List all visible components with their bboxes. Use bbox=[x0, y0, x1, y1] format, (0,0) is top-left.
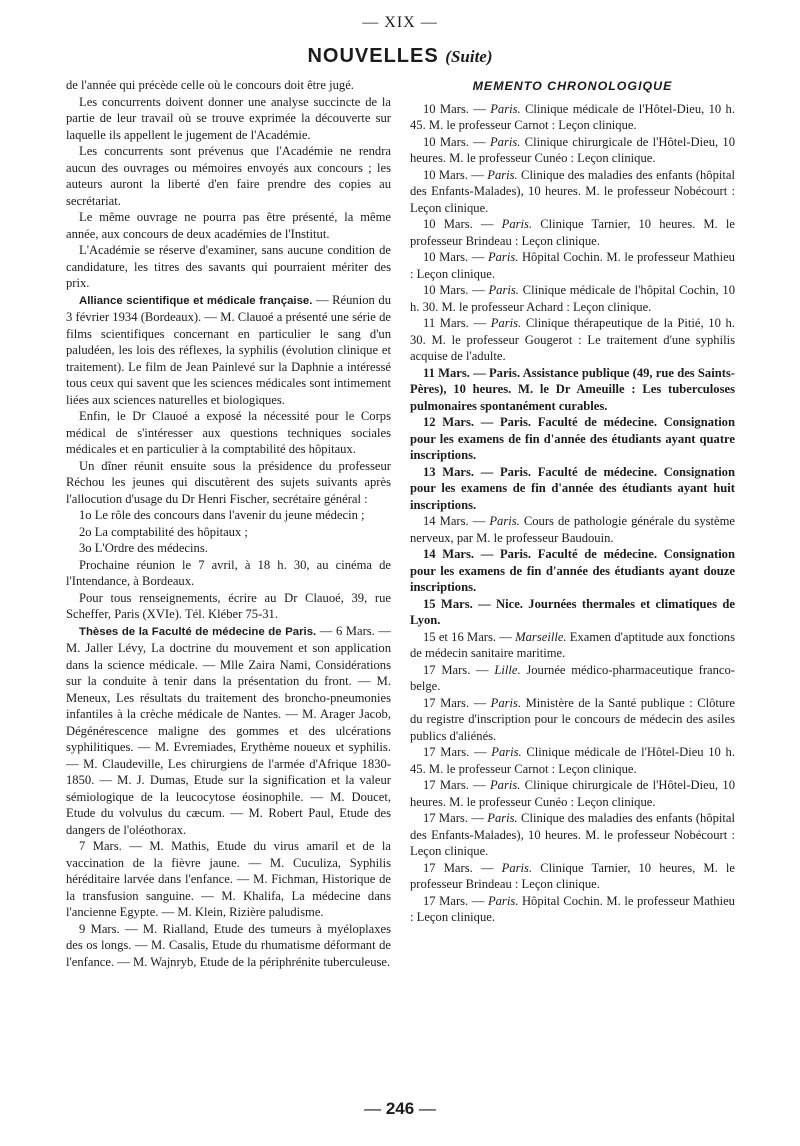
entry-city: Paris. bbox=[490, 316, 522, 330]
memento-list bbox=[410, 101, 735, 926]
memento-entry bbox=[410, 860, 735, 893]
left-column bbox=[66, 77, 391, 970]
memento-entry bbox=[410, 464, 735, 514]
entry-text: Faculté de médecine. Consignation pour les examens de fin d'année des étudiants ayant huit inscriptions. bbox=[410, 464, 735, 512]
entry-city: Nice. bbox=[496, 596, 523, 611]
paragraph: Prochaine réunion le 7 avril, à 18 h. 30, au cinéma de l'Intendance, à Bordeaux. bbox=[66, 557, 391, 588]
entry-date: 14 Mars. — bbox=[423, 547, 500, 561]
page-number: — 246 — bbox=[364, 1099, 436, 1118]
entry-date: 10 Mars. — bbox=[423, 134, 490, 149]
memento-entry bbox=[410, 893, 735, 926]
entry-date: 17 Mars. — bbox=[423, 811, 488, 825]
entry-city: Paris. bbox=[488, 283, 519, 297]
paragraph: Un dîner réunit ensuite sous la présidence du professeur Réchou les jeunes qui discutèrent des sujets suivants après l'allocution d'usage du Dr Henri Fischer, secrétaire général : bbox=[66, 458, 391, 506]
entry-date: 10 Mars. — bbox=[423, 167, 488, 182]
memento-entry bbox=[410, 513, 735, 546]
entry-city: Paris. bbox=[487, 893, 519, 908]
memento-entry bbox=[410, 662, 735, 695]
paragraph: 9 Mars. — M. Rialland, Etude des tumeurs à myéloplaxes des os longs. — M. Casalis, Etude du rhumatisme déformant de l'enfance. — M. Wajnryb, Etude de la périphrénite tuberculeuse. bbox=[66, 921, 391, 969]
entry-text: Clinique des maladies des enfants (hôpital des Enfants-Malades), 10 heures. M. le professeur Nobécourt : Leçon clinique. bbox=[410, 167, 735, 215]
paragraph: Le même ouvrage ne pourra pas être présenté, la même année, aux concours de deux académies de l'Institut. bbox=[66, 210, 391, 241]
entry-date: 10 Mars. — bbox=[423, 101, 491, 116]
list-item: 1o Le rôle des concours dans l'avenir du jeune médecin ; bbox=[79, 508, 365, 522]
memento-entry bbox=[410, 365, 735, 415]
entry-text: Clinique médicale de l'hôpital Cochin, 10 h. 30. M. le professeur Achard : Leçon clinique. bbox=[410, 283, 735, 314]
paragraph: Les concurrents sont prévenus que l'Académie ne rendra aucun des ouvrages ou mémoires envoyés aux concours ; les auteurs auront la liberté d'en faire prendre des copies au secrétariat. bbox=[66, 144, 391, 208]
memento-entry bbox=[410, 414, 735, 464]
alliance-paragraph bbox=[66, 292, 391, 409]
paragraph: Les concurrents doivent donner une analyse succincte de la partie de leur travail où se trouve exprimée la découverte sur laquelle ils appellent le jugement de l'Académie. bbox=[66, 94, 391, 142]
entry-date: 15 et 16 Mars. — bbox=[423, 629, 516, 644]
entry-text: Examen d'aptitude aux fonctions de médecin sanitaire maritime. bbox=[410, 629, 735, 660]
entry-city: Marseille. bbox=[515, 629, 567, 644]
entry-text: Clinique des maladies des enfants (hôpital des Enfants-Malades), 10 heures. M. le professeur Nobécourt : Leçon clinique. bbox=[410, 811, 735, 858]
memento-entry bbox=[410, 777, 735, 810]
memento-entry bbox=[410, 134, 735, 167]
memento-entry bbox=[410, 810, 735, 860]
paragraph: de l'année qui précède celle où le concours doit être jugé. bbox=[66, 78, 354, 92]
entry-date: 17 Mars. — bbox=[423, 893, 488, 908]
entry-text: Clinique médicale de l'Hôtel-Dieu, 10 h. 45. M. le professeur Carnot : Leçon clinique. bbox=[410, 101, 735, 132]
entry-text: Journées thermales et climatiques de Lyon. bbox=[410, 596, 735, 627]
memento-entry bbox=[410, 596, 735, 629]
theses-paragraph bbox=[66, 623, 391, 839]
entry-city: Paris. bbox=[490, 101, 521, 116]
page-number-value: 246 bbox=[385, 1099, 415, 1118]
entry-city: Paris. bbox=[499, 464, 532, 479]
entry-text: Faculté de médecine. Consignation pour les examens de fin d'année des étudiants ayant quatre inscriptions. bbox=[410, 415, 735, 462]
list-item: 3o L'Ordre des médecins. bbox=[79, 541, 208, 555]
entry-city: Paris. bbox=[490, 695, 522, 710]
memento-entry bbox=[410, 546, 735, 596]
memento-entry bbox=[410, 629, 735, 662]
memento-entry bbox=[410, 216, 735, 249]
memento-entry bbox=[410, 249, 735, 282]
entry-city: Lille. bbox=[494, 662, 521, 677]
entry-date: 17 Mars. — bbox=[423, 695, 491, 710]
paragraph: 7 Mars. — M. Mathis, Etude du virus amaril et de la vaccination de la fièvre jaune. — M. Cuculiza, Syphilis héréditaire larvée dans l'enfance. — M. Fichman, Historique de la transfusion sanguine. — M. Khalifa, La médecine dans l'ancienne Egypte. — M. Klein, Rizière paludisme. bbox=[66, 839, 391, 919]
entry-city: Paris. bbox=[499, 415, 532, 429]
entry-city: Paris. bbox=[487, 167, 518, 182]
entry-date: 17 Mars. — bbox=[423, 860, 502, 875]
entry-city: Paris. bbox=[501, 217, 533, 231]
entry-date: 17 Mars. — bbox=[423, 778, 490, 792]
list-item: 2o La comptabilité des hôpitaux ; bbox=[79, 524, 248, 539]
theses-text: — 6 Mars. — M. Jaller Lévy, La doctrine du mouvement et son application dans la science médicale. — Mlle Zaira Nami, Considérations sur la conduite à tenir dans la présentation du front. — M. Meneux, Les résultats du traitement des broncho-pneumonies infantiles à la crèche médicale de Nantes. — M. Arager Jacob, Dégénérescence maligne des gommes et des ulcérations syphilitiques. — M. Evremiades, Erythème noueux et syphilis. — M. Claudeville, Les chirurgiens de l'armée d'Afrique 1830-1850. — M. J. Dumas, Etude sur la signification et la valeur sémiologique de la leucocytose éosinophile. — M. Doucet, Etude du volvulus du cæcum. — M. Robert Paul, Etude des dangers de l'oléothorax. bbox=[66, 623, 391, 837]
entry-date: 11 Mars. — bbox=[423, 365, 489, 380]
entry-date: 14 Mars. — bbox=[423, 514, 490, 528]
memento-entry bbox=[410, 695, 735, 745]
roman-page-numeral: — XIX — bbox=[362, 14, 438, 31]
entry-city: Paris. bbox=[488, 365, 521, 380]
memento-entry bbox=[410, 744, 735, 777]
entry-text: Clinique Tarnier, 10 heures. M. le professeur Brindeau : Leçon clinique. bbox=[410, 217, 735, 248]
memento-heading: MEMENTO CHRONOLOGIQUE bbox=[472, 79, 673, 93]
entry-date: 17 Mars. — bbox=[423, 745, 492, 759]
entry-city: Paris. bbox=[491, 745, 522, 759]
entry-text: Hôpital Cochin. M. le professeur Mathieu : Leçon clinique. bbox=[410, 893, 735, 924]
paragraph: Pour tous renseignements, écrire au Dr Clauoé, 39, rue Scheffer, Paris (XVIe). Tél. Kléber 75-31. bbox=[66, 590, 391, 621]
entry-date: 11 Mars. — bbox=[423, 316, 491, 330]
entry-text: Clinique Tarnier, 10 heures, M. le professeur Brindeau : Leçon clinique. bbox=[410, 860, 735, 891]
entry-city: Paris. bbox=[489, 778, 521, 792]
section-title bbox=[0, 45, 800, 68]
topics-list bbox=[66, 507, 391, 557]
entry-text: Cours de pathologie générale du système nerveux, par M. le professeur Baudouin. bbox=[410, 514, 735, 545]
memento-entry bbox=[410, 282, 735, 315]
paragraph: L'Académie se réserve d'examiner, sans aucune condition de candidature, les titres des savants qui pourraient mériter des prix. bbox=[66, 243, 391, 290]
section-title-suite: (Suite) bbox=[445, 47, 493, 66]
entry-text: Assistance publique (49, rue des Saints-Pères), 10 heures. M. le Dr Ameuille : Les tuberculoses pulmonaires spontanément curables. bbox=[410, 365, 735, 413]
memento-entry bbox=[410, 167, 735, 217]
section-title-text: NOUVELLES bbox=[307, 45, 439, 67]
entry-text: Clinique médicale de l'Hôtel-Dieu 10 h. 45. M. le professeur Carnot : Leçon clinique. bbox=[410, 745, 735, 776]
entry-text: Faculté de médecine. Consignation pour les examens de fin d'année des étudiants ayant douze inscriptions. bbox=[410, 547, 735, 594]
entry-city: Paris. bbox=[499, 547, 532, 561]
entry-text: Journée médico-pharmaceutique franco-belge. bbox=[410, 662, 735, 693]
alliance-heading: Alliance scientifique et médicale française. bbox=[79, 294, 313, 307]
entry-city: Paris. bbox=[501, 860, 533, 875]
entry-date: 13 Mars. — bbox=[423, 464, 500, 479]
entry-text: Clinique thérapeutique de la Pitié, 10 h. 30. M. le professeur Gougerot : Le traitement d'une syphilis acquise de l'adulte. bbox=[410, 316, 735, 363]
entry-text: Clinique chirurgicale de l'Hôtel-Dieu, 10 heures. M. le professeur Cunéo : Leçon clinique. bbox=[410, 778, 735, 809]
paragraph: Enfin, le Dr Clauoé a exposé la nécessité pour le Corps médical de s'intéresser aux questions techniques sociales médicales et en particulier à la comptabilité des hôpitaux. bbox=[66, 409, 391, 456]
entry-text: Clinique chirurgicale de l'Hôtel-Dieu, 10 heures. M. le professeur Cunéo : Leçon clinique. bbox=[410, 134, 735, 165]
theses-heading: Thèses de la Faculté de médecine de Paris. bbox=[79, 625, 317, 638]
entry-date: 10 Mars. — bbox=[423, 217, 502, 231]
entry-city: Paris. bbox=[487, 250, 519, 264]
memento-entry bbox=[410, 315, 735, 365]
entry-text: Hôpital Cochin. M. le professeur Mathieu : Leçon clinique. bbox=[410, 250, 735, 281]
entry-date: 17 Mars. — bbox=[423, 662, 495, 677]
right-column bbox=[410, 77, 735, 926]
entry-city: Paris. bbox=[489, 134, 521, 149]
entry-date: 15 Mars. — bbox=[423, 596, 497, 611]
entry-date: 12 Mars. — bbox=[423, 415, 500, 429]
entry-text: Ministère de la Santé publique : Clôture du registre d'inscription pour le concours de médecin des asiles publics d'aliénés. bbox=[410, 695, 736, 743]
entry-city: Paris. bbox=[489, 514, 520, 528]
memento-entry bbox=[410, 101, 735, 134]
entry-date: 10 Mars. — bbox=[423, 250, 488, 264]
entry-date: 10 Mars. — bbox=[423, 283, 489, 297]
entry-city: Paris. bbox=[487, 811, 518, 825]
alliance-text: — Réunion du 3 février 1934 (Bordeaux). — M. Clauoé a présenté une série de films scientifiques concernant en particulier le sang d'un paludéen, les lois des réflexes, la syphilis (évolution clinique et traitement). Le film de Jean Painlevé sur la Daphnie a intéressé tous ceux qui savent que les sciences médicales sont intimement liées aux sciences naturelles et biologiques. bbox=[66, 292, 391, 407]
